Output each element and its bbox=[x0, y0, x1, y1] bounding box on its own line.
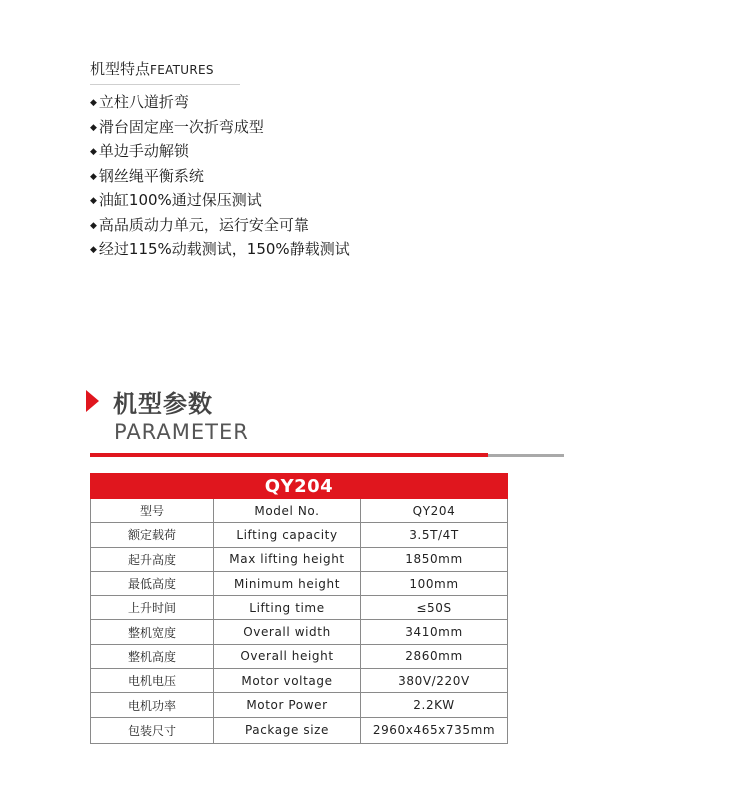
spec-value: 3410mm bbox=[361, 620, 508, 644]
feature-item-text: 单边手动解锁 bbox=[98, 142, 189, 160]
parameter-title-en: PARAMETER bbox=[114, 420, 249, 444]
red-divider bbox=[90, 453, 488, 457]
spec-label-en: Overall height bbox=[214, 644, 361, 668]
spec-label-cn: 电机电压 bbox=[91, 669, 214, 693]
features-section bbox=[90, 58, 240, 85]
spec-value: 3.5T/4T bbox=[361, 523, 508, 547]
diamond-bullet-icon: ◆ bbox=[90, 147, 97, 157]
diamond-bullet-icon: ◆ bbox=[90, 171, 97, 182]
spec-label-en: Max lifting height bbox=[214, 547, 361, 571]
spec-value: 380V/220V bbox=[361, 669, 508, 693]
spec-label-cn: 包装尺寸 bbox=[91, 717, 214, 743]
feature-item bbox=[90, 165, 350, 190]
diamond-bullet-icon: ◆ bbox=[90, 98, 97, 108]
feature-item-text: 油缸100%通过保压测试 bbox=[98, 191, 262, 209]
diamond-bullet-icon: ◆ bbox=[90, 220, 97, 231]
spec-label-en: Overall width bbox=[214, 620, 361, 644]
spec-value: 2860mm bbox=[361, 644, 508, 668]
feature-item bbox=[90, 238, 350, 263]
spec-label-cn: 额定载荷 bbox=[91, 523, 214, 547]
spec-value: QY204 bbox=[361, 499, 508, 523]
spec-label-en: Lifting time bbox=[214, 596, 361, 620]
feature-item bbox=[90, 214, 350, 239]
table-row bbox=[91, 669, 508, 693]
feature-item-text: 经过115%动载测试，150%静载测试 bbox=[98, 240, 350, 258]
feature-item bbox=[90, 91, 350, 116]
diamond-bullet-icon: ◆ bbox=[90, 122, 97, 133]
spec-value: 2.2KW bbox=[361, 693, 508, 717]
spec-label-en: Lifting capacity bbox=[214, 523, 361, 547]
table-row bbox=[91, 523, 508, 547]
spec-value: 2960x465x735mm bbox=[361, 717, 508, 743]
gray-divider bbox=[488, 454, 564, 457]
spec-label-cn: 起升高度 bbox=[91, 547, 214, 571]
feature-list bbox=[90, 91, 350, 263]
spec-table bbox=[90, 473, 508, 744]
table-row bbox=[91, 644, 508, 668]
features-title bbox=[90, 58, 240, 85]
feature-item bbox=[90, 189, 350, 214]
feature-item-text: 滑台固定座一次折弯成型 bbox=[98, 117, 264, 136]
spec-value: 1850mm bbox=[361, 547, 508, 571]
spec-label-en: Motor voltage bbox=[214, 669, 361, 693]
feature-item-text: 立柱八道折弯 bbox=[98, 93, 189, 111]
diamond-bullet-icon: ◆ bbox=[90, 196, 97, 206]
table-row bbox=[91, 571, 508, 595]
features-title-cn: 机型特点 bbox=[90, 60, 151, 78]
spec-value: ≤50S bbox=[361, 596, 508, 620]
spec-table-header-row bbox=[91, 474, 508, 499]
table-row bbox=[91, 717, 508, 743]
table-row bbox=[91, 499, 508, 523]
spec-label-cn: 整机宽度 bbox=[91, 620, 214, 644]
table-row bbox=[91, 693, 508, 717]
parameter-title-cn: 机型参数 bbox=[113, 390, 213, 418]
diamond-bullet-icon: ◆ bbox=[90, 245, 97, 255]
feature-item bbox=[90, 116, 350, 141]
table-row bbox=[91, 596, 508, 620]
feature-item-text: 高品质动力单元，运行安全可靠 bbox=[98, 215, 309, 234]
spec-label-cn: 整机高度 bbox=[91, 644, 214, 668]
spec-label-cn: 电机功率 bbox=[91, 693, 214, 717]
spec-label-cn: 上升时间 bbox=[91, 596, 214, 620]
spec-table-model-header: QY204 bbox=[91, 474, 508, 499]
red-arrow-icon bbox=[86, 390, 99, 412]
spec-label-en: Motor Power bbox=[214, 693, 361, 717]
feature-item bbox=[90, 140, 350, 165]
table-row bbox=[91, 547, 508, 571]
feature-item-text: 钢丝绳平衡系统 bbox=[98, 166, 204, 185]
spec-value: 100mm bbox=[361, 571, 508, 595]
spec-label-en: Package size bbox=[214, 717, 361, 743]
features-title-en: FEATURES bbox=[150, 63, 214, 77]
spec-label-en: Model No. bbox=[214, 499, 361, 523]
spec-label-cn: 型号 bbox=[91, 499, 214, 523]
spec-label-en: Minimum height bbox=[214, 571, 361, 595]
spec-label-cn: 最低高度 bbox=[91, 571, 214, 595]
table-row bbox=[91, 620, 508, 644]
